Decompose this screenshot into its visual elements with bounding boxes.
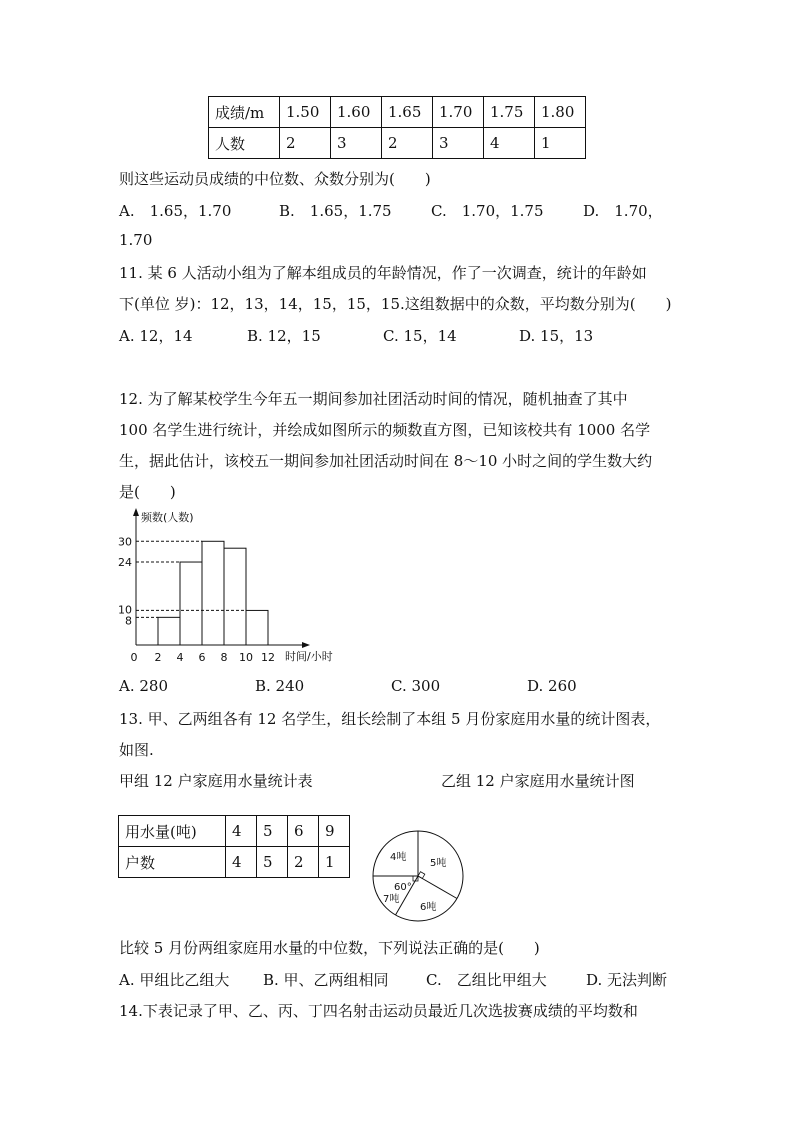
q13-question: 比较 5 月份两组家庭用水量的中位数，下列说法正确的是( ) [119,939,540,957]
q13-text-1: 13. 甲、乙两组各有 12 名学生，组长绘制了本组 5 月份家庭用水量的统计图表， [119,710,661,728]
histogram-bar [202,541,224,645]
x-tick-label: 8 [220,651,228,664]
score-table [208,96,586,159]
q11-text-2: 下(单位 岁)：12，13，14，15，15，15.这组数据中的众数，平均数分别为( ) [119,295,672,313]
pie-angle-label: 60° [394,882,412,893]
q13-option-d: D. 无法判断 [586,971,668,989]
q13-right-title: 乙组 12 户家庭用水量统计图 [441,772,635,790]
x-tick-label: 0 [130,651,138,664]
x-axis-arrow [302,642,310,648]
q12-option-c: C. 300 [391,677,441,695]
score-value: 1.60 [331,97,382,128]
q11-option-d: D. 15，13 [519,327,594,345]
usage-value: 9 [319,816,350,847]
x-axis-label: 时间/小时 [285,650,333,663]
count-value: 2 [280,128,331,159]
q14-text-1: 14.下表记录了甲、乙、丙、丁四名射击运动员最近几次选拔赛成绩的平均数和 [119,1002,638,1020]
q10-question: 则这些运动员成绩的中位数、众数分别为( ) [119,170,431,188]
count-header: 人数 [209,128,280,159]
histogram-bar [224,548,246,645]
y-tick-label: 8 [125,614,132,628]
histogram-bar [158,617,180,645]
q12-text-1: 12. 为了解某校学生今年五一期间参加社团活动时间的情况，随机抽查了其中 [119,390,628,408]
usage-value: 5 [257,816,288,847]
count-value: 4 [484,128,535,159]
count-value: 3 [433,128,484,159]
histogram-bar [246,610,268,645]
score-value: 1.65 [382,97,433,128]
q10-option-a: A. 1.65，1.70 [119,202,232,220]
count-value: 3 [331,128,382,159]
histogram-bar [180,562,202,645]
household-value: 4 [226,847,257,878]
score-value: 1.50 [280,97,331,128]
q12-option-d: D. 260 [527,677,577,695]
x-tick-label: 2 [154,651,162,664]
y-axis-label: 频数(人数) [141,511,194,524]
pie-label-5: 5吨 [430,858,447,869]
household-value: 2 [288,847,319,878]
pie-label-4: 4吨 [390,852,407,863]
x-tick-label: 6 [198,651,206,664]
y-tick-label: 10 [118,603,132,617]
q10-option-b: B. 1.65，1.75 [279,202,392,220]
q12-text-3: 生，据此估计，该校五一期间参加社团活动时间在 8～10 小时之间的学生数大约 [119,452,653,470]
usage-header: 用水量(吨) [119,816,226,847]
q12-text-2: 100 名学生进行统计，并绘成如图所示的频数直方图，已知该校共有 1000 名学 [119,421,651,439]
q13-option-b: B. 甲、乙两组相同 [263,971,389,989]
usage-value: 4 [226,816,257,847]
q11-option-b: B. 12，15 [247,327,321,345]
household-value: 1 [319,847,350,878]
pie-label-7: 7吨 [383,894,400,905]
household-value: 5 [257,847,288,878]
water-usage-table [118,815,350,878]
x-tick-label: 12 [261,651,275,664]
q12-option-a: A. 280 [119,677,168,695]
q12-text-4: 是( ) [119,483,176,501]
q10-option-c: C. 1.70，1.75 [431,202,544,220]
x-tick-label: 10 [239,651,253,664]
histogram-chart [110,505,350,670]
water-pie-chart [370,820,470,930]
score-value: 1.75 [484,97,535,128]
y-tick-label: 24 [118,556,132,570]
y-axis-arrow [133,508,139,516]
q13-text-2: 如图. [119,741,154,759]
pie-label-6: 6吨 [420,902,437,913]
q10-option-d: D. 1.70， [583,202,663,220]
count-value: 2 [382,128,433,159]
y-tick-label: 30 [118,535,132,549]
q10-option-d-wrap: 1.70 [119,231,153,249]
usage-value: 6 [288,816,319,847]
q11-option-a: A. 12，14 [119,327,193,345]
q13-option-c: C. 乙组比甲组大 [426,971,547,989]
score-value: 1.80 [535,97,586,128]
q11-text-1: 11. 某 6 人活动小组为了解本组成员的年龄情况，作了一次调查，统计的年龄如 [119,264,647,282]
q11-option-c: C. 15，14 [383,327,457,345]
q13-left-title: 甲组 12 户家庭用水量统计表 [119,772,313,790]
count-value: 1 [535,128,586,159]
x-tick-label: 4 [176,651,184,664]
score-header: 成绩/m [209,97,280,128]
household-header: 户数 [119,847,226,878]
q13-option-a: A. 甲组比乙组大 [119,971,230,989]
score-value: 1.70 [433,97,484,128]
q12-option-b: B. 240 [255,677,305,695]
